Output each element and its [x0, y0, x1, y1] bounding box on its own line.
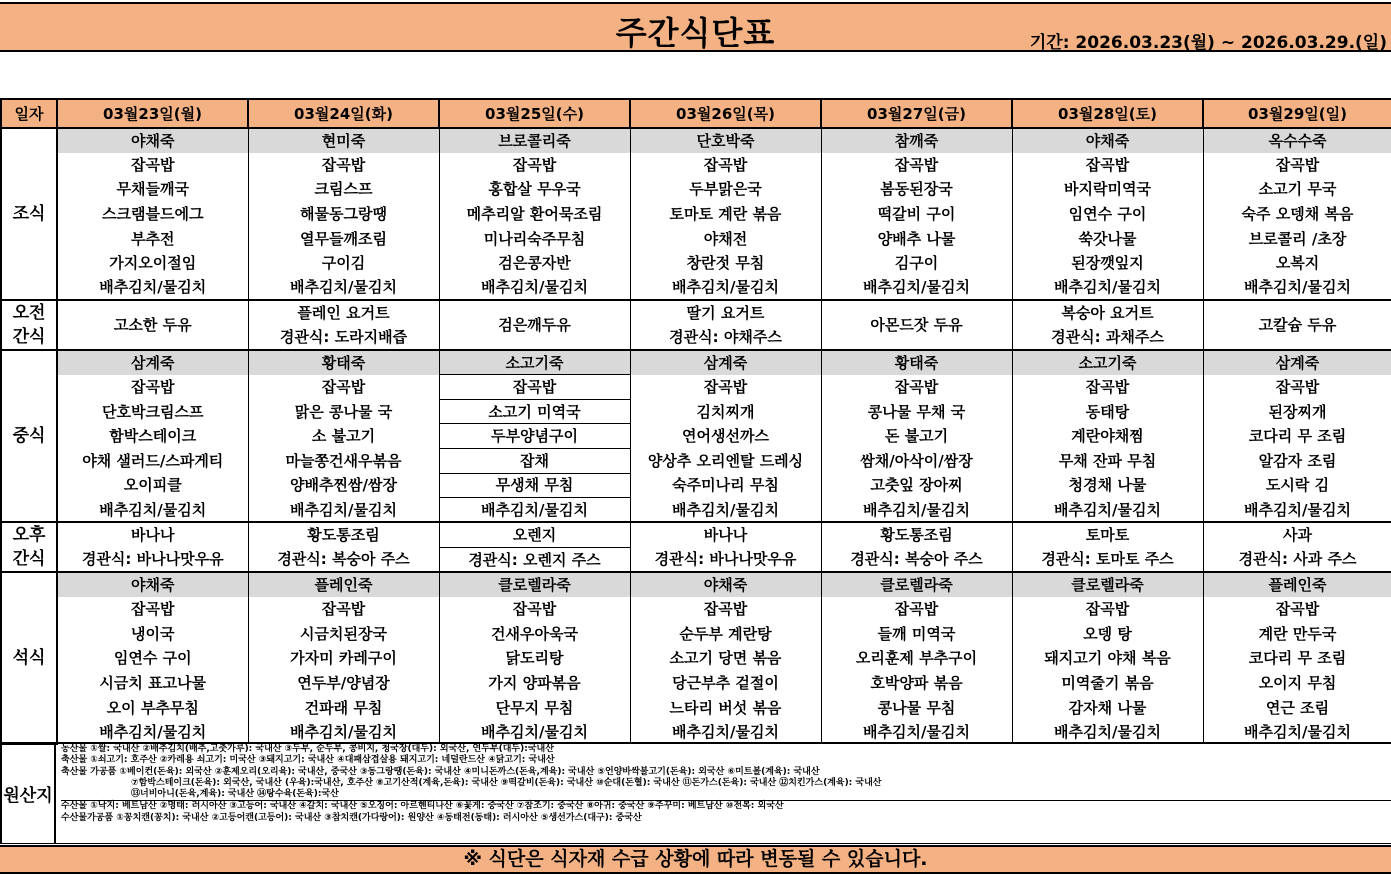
menu-item: 연어생선까스 [630, 424, 821, 449]
breakfast-label: 조식 [1, 128, 57, 300]
pm-snack-label-line1: 오후 [12, 525, 46, 546]
menu-item: 클로렐라죽 [821, 572, 1012, 597]
menu-item: 봄동된장국 [821, 177, 1012, 202]
menu-item: 함박스테이크 [57, 424, 248, 449]
menu-item: 잡곡밥 [1203, 375, 1391, 400]
menu-item: 임연수 구이 [1012, 202, 1203, 227]
menu-item: 양상추 오리엔탈 드레싱 [630, 449, 821, 474]
menu-item: 해물동그랑땡 [248, 202, 439, 227]
origin-line: ⑬너비아니(돈육,계육): 국내산 ⑭탕수육(돈육):국산 [131, 789, 339, 800]
menu-item: 배추김치/물김치 [248, 720, 439, 745]
menu-item: 무생채 무침 [439, 473, 630, 498]
menu-item: 닭도리탕 [439, 646, 630, 671]
menu-item: 콩나물 무침 [821, 695, 1012, 720]
menu-item: 잡곡밥 [57, 375, 248, 400]
menu-item: 쌈채/아삭이/쌈장 [821, 449, 1012, 474]
menu-item: 두부양념구이 [439, 424, 630, 449]
menu-item: 소 불고기 [248, 424, 439, 449]
menu-item: 코다리 무 조림 [1203, 646, 1391, 671]
menu-item: 잡곡밥 [1203, 597, 1391, 622]
tube-feed-item: 경관식: 복숭아 주스 [248, 547, 439, 572]
menu-item: 배추김치/물김치 [630, 498, 821, 523]
pm-snack-row [1, 547, 1391, 572]
lunch-row [1, 498, 1391, 523]
snack-item: 플레인 요거트 [248, 300, 439, 325]
pm-snack-row [1, 522, 1391, 547]
origin-line: 수산물 ①낙지: 베트남산 ②명태: 러시아산 ③고등어: 국내산 ④갈치: 국내산 ⑤오징어: 아르헨티나산 ⑥꽃게: 중국산 ⑦참조기: 중국산 ⑧아귀: 중국산 ⑨주꾸미: 베트남산 ⑩전복: 외국산 [61, 800, 1391, 812]
menu-item: 소고기 미역국 [439, 399, 630, 424]
menu-item: 계란 만두국 [1203, 622, 1391, 647]
menu-item: 삼계죽 [1203, 350, 1391, 375]
menu-item: 야채죽 [57, 128, 248, 153]
menu-item: 알감자 조림 [1203, 449, 1391, 474]
tube-feed-item: 경관식: 야채주스 [630, 325, 821, 350]
date-header-label: 일자 [1, 99, 57, 128]
menu-item: 배추김치/물김치 [630, 276, 821, 301]
menu-item: 잡곡밥 [630, 153, 821, 178]
menu-item: 배추김치/물김치 [57, 276, 248, 301]
menu-item: 잡곡밥 [630, 375, 821, 400]
breakfast-row [1, 177, 1391, 202]
menu-item: 잡곡밥 [1203, 153, 1391, 178]
breakfast-row [1, 202, 1391, 227]
menu-item: 메추리알 환어묵조림 [439, 202, 630, 227]
menu-item: 무채들깨국 [57, 177, 248, 202]
menu-item: 소고기죽 [1012, 350, 1203, 375]
menu-item: 오뎅 탕 [1012, 622, 1203, 647]
menu-item: 잡곡밥 [630, 597, 821, 622]
menu-item: 플레인죽 [248, 572, 439, 597]
menu-item: 야채 샐러드/스파게티 [57, 449, 248, 474]
origin-line: 축산물 ①쇠고기: 호주산 ②카레용 쇠고기: 미국산 ③돼지고기: 국내산 ④대패삼겹살용 돼지고기: 네덜란드산 ④닭고기: 국내산 [61, 755, 555, 766]
menu-item: 바지락미역국 [1012, 177, 1203, 202]
period-text: 기간: 2026.03.23(월) ~ 2026.03.29.(일) [1029, 33, 1387, 53]
day-header: 03월23일(월) [57, 99, 248, 128]
menu-item: 된장깻잎지 [1012, 251, 1203, 276]
dinner-row [1, 671, 1391, 696]
tube-feed-item: 경관식: 토마토 주스 [1012, 547, 1203, 572]
menu-item: 무채 잔파 무침 [1012, 449, 1203, 474]
menu-item: 부추전 [57, 226, 248, 251]
snack-item: 복숭아 요거트 [1012, 300, 1203, 325]
menu-item: 황태죽 [248, 350, 439, 375]
snack-item: 바나나 [57, 522, 248, 547]
dinner-row [1, 597, 1391, 622]
lunch-row [1, 473, 1391, 498]
menu-item: 토마토 계란 볶음 [630, 202, 821, 227]
menu-item: 당근부추 겉절이 [630, 671, 821, 696]
menu-item: 야채죽 [630, 572, 821, 597]
title-bar [0, 2, 1391, 52]
menu-item: 참깨죽 [821, 128, 1012, 153]
menu-item: 동태탕 [1012, 399, 1203, 424]
menu-item: 숙주 오뎅채 복음 [1203, 202, 1391, 227]
pm-snack-label [1, 522, 57, 572]
dinner-row [1, 572, 1391, 597]
menu-item: 연두부/양념장 [248, 671, 439, 696]
menu-item: 김치찌개 [630, 399, 821, 424]
menu-item: 배추김치/물김치 [630, 720, 821, 745]
menu-item: 야채죽 [57, 572, 248, 597]
breakfast-row [1, 153, 1391, 178]
origin-line: ⑦함박스테이크(돈육): 외국산, 국내산 (우육):국내산, 호주산 ⑧고기산적(계육,돈육): 국내산 ⑨떡갈비(돈육): 국내산 ⑩순대(돈혈): 국내산 ⑪돈가스(돈육): 국내산 ⑫치킨가스(계육): 국내산 [131, 777, 882, 788]
menu-item: 오이 부추무침 [57, 695, 248, 720]
menu-item: 잡곡밥 [821, 375, 1012, 400]
menu-item: 단호박크림스프 [57, 399, 248, 424]
lunch-row [1, 375, 1391, 400]
menu-item: 잡곡밥 [1012, 597, 1203, 622]
origin-section [0, 742, 1391, 844]
menu-item: 가지오이절임 [57, 251, 248, 276]
menu-item: 창란젓 무침 [630, 251, 821, 276]
menu-item: 시금치된장국 [248, 622, 439, 647]
menu-item: 고춧잎 장아찌 [821, 473, 1012, 498]
menu-item: 오이지 무침 [1203, 671, 1391, 696]
menu-item: 연근 조림 [1203, 695, 1391, 720]
tube-feed-item: 경관식: 도라지배즙 [248, 325, 439, 350]
menu-item: 계란야채찜 [1012, 424, 1203, 449]
snack-item: 검은깨두유 [439, 300, 630, 350]
tube-feed-item: 경관식: 과채주스 [1012, 325, 1203, 350]
menu-item: 잡곡밥 [57, 153, 248, 178]
menu-item: 클로렐라죽 [1012, 572, 1203, 597]
menu-item: 잡곡밥 [821, 597, 1012, 622]
menu-item: 배추김치/물김치 [1203, 276, 1391, 301]
menu-item: 소고기 무국 [1203, 177, 1391, 202]
origin-line: 축산물 가공품 ①베이컨(돈육): 외국산 ②훈제오리(오리육): 국내산, 중국산 ③동그랑땡(돈육): 국내산 ④미니돈까스(돈육,계육): 국내산 ⑤언양바싹불고기(돈육): 외국산 ⑥미트볼(계육): 국내산 [61, 766, 820, 777]
menu-item: 양배추 나물 [821, 226, 1012, 251]
menu-item: 배추김치/물김치 [439, 720, 630, 745]
menu-item: 크림스프 [248, 177, 439, 202]
menu-item: 잡곡밥 [1012, 375, 1203, 400]
snack-item: 사과 [1203, 522, 1391, 547]
tube-feed-item: 경관식: 바나나맛우유 [630, 547, 821, 572]
menu-item: 마늘쫑건새우볶음 [248, 449, 439, 474]
menu-item: 배추김치/물김치 [821, 498, 1012, 523]
menu-item: 잡곡밥 [248, 597, 439, 622]
menu-item: 숙주미나리 무침 [630, 473, 821, 498]
day-header: 03월25일(수) [439, 99, 630, 128]
menu-item: 배추김치/물김치 [248, 498, 439, 523]
menu-item: 배추김치/물김치 [1012, 720, 1203, 745]
dinner-row [1, 622, 1391, 647]
menu-item: 소고기 당면 볶음 [630, 646, 821, 671]
menu-item: 스크램블드에그 [57, 202, 248, 227]
menu-item: 미역줄기 볶음 [1012, 671, 1203, 696]
menu-item: 가지 양파볶음 [439, 671, 630, 696]
menu-item: 옥수수죽 [1203, 128, 1391, 153]
menu-item: 잡곡밥 [57, 597, 248, 622]
menu-item: 배추김치/물김치 [439, 276, 630, 301]
menu-item: 가자미 카레구이 [248, 646, 439, 671]
menu-item: 쑥갓나물 [1012, 226, 1203, 251]
page-title: 주간식단표 [615, 14, 776, 52]
menu-item: 오복지 [1203, 251, 1391, 276]
menu-item: 브로콜리죽 [439, 128, 630, 153]
menu-item: 코다리 무 조림 [1203, 424, 1391, 449]
pm-snack-label-line2: 간식 [12, 549, 46, 570]
menu-item: 배추김치/물김치 [1012, 276, 1203, 301]
day-header: 03월28일(토) [1012, 99, 1203, 128]
breakfast-row [1, 128, 1391, 153]
menu-item: 돈 불고기 [821, 424, 1012, 449]
menu-item: 잡곡밥 [439, 375, 630, 400]
menu-item: 잡곡밥 [248, 375, 439, 400]
menu-item: 호박양파 볶음 [821, 671, 1012, 696]
day-header: 03월27일(금) [821, 99, 1012, 128]
header-row [1, 99, 1391, 128]
menu-item: 감자채 나물 [1012, 695, 1203, 720]
menu-item: 배추김치/물김치 [821, 720, 1012, 745]
origin-line: 수산물가공품 ①꽁치캔(꽁치): 국내산 ②고등어캔(고등어): 국내산 ③참치캔(가다랑어): 원양산 ④동태전(동태): 러시아산 ⑤생선가스(대구): 중국산 [61, 812, 642, 823]
am-snack-label-line2: 간식 [12, 327, 46, 348]
menu-item: 떡갈비 구이 [821, 202, 1012, 227]
menu-item: 소고기죽 [439, 350, 630, 375]
menu-item: 돼지고기 야채 복음 [1012, 646, 1203, 671]
day-header: 03월24일(화) [248, 99, 439, 128]
menu-item: 콩나물 무채 국 [821, 399, 1012, 424]
am-snack-row [1, 300, 1391, 325]
dinner-row [1, 720, 1391, 745]
menu-item: 오리훈제 부추구이 [821, 646, 1012, 671]
snack-item: 고소한 두유 [57, 300, 248, 350]
menu-item: 잡곡밥 [248, 153, 439, 178]
lunch-row [1, 424, 1391, 449]
menu-item: 배추김치/물김치 [57, 720, 248, 745]
menu-item: 배추김치/물김치 [57, 498, 248, 523]
menu-item: 도시락 김 [1203, 473, 1391, 498]
menu-item: 느타리 버섯 볶음 [630, 695, 821, 720]
tube-feed-item: 경관식: 오렌지 주스 [439, 547, 630, 572]
menu-table [0, 98, 1391, 745]
menu-item: 양배추찐쌈/쌈장 [248, 473, 439, 498]
menu-item: 삼계죽 [57, 350, 248, 375]
menu-item: 건파래 무침 [248, 695, 439, 720]
snack-item: 토마토 [1012, 522, 1203, 547]
menu-item: 배추김치/물김치 [821, 276, 1012, 301]
lunch-row [1, 449, 1391, 474]
menu-item: 오이피클 [57, 473, 248, 498]
tube-feed-item: 경관식: 바나나맛우유 [57, 547, 248, 572]
snack-item: 고칼슘 두유 [1203, 300, 1391, 350]
menu-item: 배추김치/물김치 [1203, 720, 1391, 745]
menu-item: 들깨 미역국 [821, 622, 1012, 647]
lunch-row [1, 399, 1391, 424]
dinner-row [1, 695, 1391, 720]
notice-banner: ※ 식단은 식자재 수급 상황에 따라 변동될 수 있습니다. [0, 845, 1391, 874]
menu-item: 잡곡밥 [439, 597, 630, 622]
menu-item: 배추김치/물김치 [439, 498, 630, 523]
menu-item: 구이김 [248, 251, 439, 276]
menu-item: 청경채 나물 [1012, 473, 1203, 498]
menu-item: 홍합살 무우국 [439, 177, 630, 202]
menu-item: 두부맑은국 [630, 177, 821, 202]
snack-item: 바나나 [630, 522, 821, 547]
menu-item: 미나리숙주무침 [439, 226, 630, 251]
menu-item: 브로콜리 /초장 [1203, 226, 1391, 251]
menu-item: 배추김치/물김치 [248, 276, 439, 301]
breakfast-row [1, 251, 1391, 276]
menu-item: 잡곡밥 [439, 153, 630, 178]
tube-feed-item: 경관식: 복숭아 주스 [821, 547, 1012, 572]
menu-item: 열무들깨조림 [248, 226, 439, 251]
menu-item: 야채죽 [1012, 128, 1203, 153]
menu-item: 김구이 [821, 251, 1012, 276]
menu-item: 야채전 [630, 226, 821, 251]
menu-item: 배추김치/물김치 [1012, 498, 1203, 523]
menu-item: 배추김치/물김치 [1203, 498, 1391, 523]
dinner-row [1, 646, 1391, 671]
menu-item: 황태죽 [821, 350, 1012, 375]
menu-item: 잡채 [439, 449, 630, 474]
menu-item: 시금치 표고나물 [57, 671, 248, 696]
menu-item: 플레인죽 [1203, 572, 1391, 597]
menu-item: 맑은 콩나물 국 [248, 399, 439, 424]
breakfast-row [1, 226, 1391, 251]
am-snack-label [1, 300, 57, 350]
snack-item: 딸기 요거트 [630, 300, 821, 325]
menu-item: 검은콩자반 [439, 251, 630, 276]
menu-item: 건새우아욱국 [439, 622, 630, 647]
snack-item: 아몬드잣 두유 [821, 300, 1012, 350]
day-header: 03월29일(일) [1203, 99, 1391, 128]
origin-line: 농산물 ①쌀: 국내산 ②배추김치(배추,고춧가루): 국내산 ③두부, 순두부, 콩비지, 청국장(대두): 외국산, 연두부(대두):국내산 [61, 744, 554, 754]
menu-item: 삼계죽 [630, 350, 821, 375]
day-header: 03월26일(목) [630, 99, 821, 128]
menu-item: 단호박죽 [630, 128, 821, 153]
origin-lines [58, 744, 1391, 843]
snack-item: 황도통조림 [821, 522, 1012, 547]
menu-item: 냉이국 [57, 622, 248, 647]
menu-item: 단무지 무침 [439, 695, 630, 720]
snack-item: 황도통조림 [248, 522, 439, 547]
lunch-label: 중식 [1, 350, 57, 522]
lunch-row [1, 350, 1391, 375]
tube-feed-item: 경관식: 사과 주스 [1203, 547, 1391, 572]
dinner-label: 석식 [1, 572, 57, 744]
menu-item: 잡곡밥 [821, 153, 1012, 178]
menu-item: 순두부 계란탕 [630, 622, 821, 647]
menu-item: 된장찌개 [1203, 399, 1391, 424]
menu-item: 현미죽 [248, 128, 439, 153]
menu-item: 잡곡밥 [1012, 153, 1203, 178]
am-snack-label-line1: 오전 [12, 303, 46, 324]
breakfast-row [1, 276, 1391, 301]
origin-label: 원산지 [0, 744, 56, 843]
menu-item: 임연수 구이 [57, 646, 248, 671]
snack-item: 오렌지 [439, 522, 630, 547]
menu-item: 클로렐라죽 [439, 572, 630, 597]
